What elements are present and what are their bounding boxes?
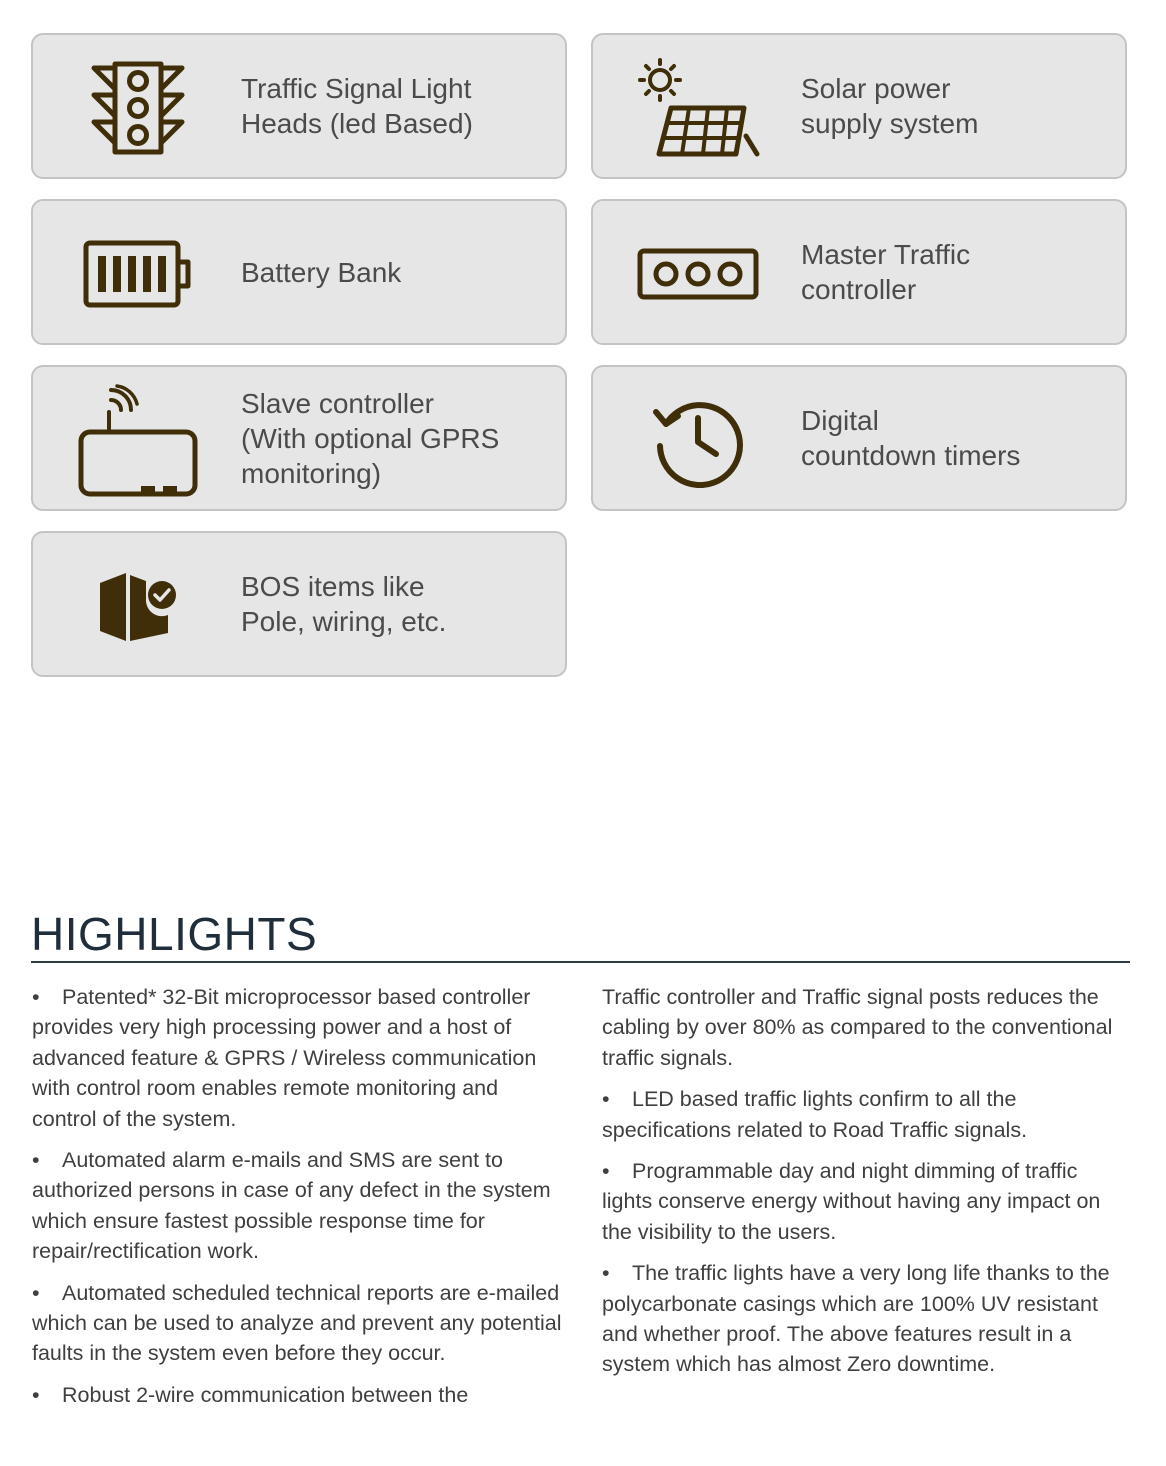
component-label: Battery Bank [241, 256, 402, 288]
highlights-divider [31, 961, 1130, 963]
component-label: Master Traffic controller [801, 239, 971, 305]
component-label: Solar power supply system [801, 73, 979, 139]
solar-panel-icon [633, 48, 763, 168]
component-card-bos-items [31, 531, 567, 677]
component-card-traffic-signal [31, 33, 567, 179]
controller-icon [633, 214, 763, 334]
highlight-item: • The traffic lights have a very long life thanks to the polycarbonate casings which are 100% UV resistant and whether proof. The above features result in a system which has almost Zero downtime. [602, 1261, 1110, 1377]
component-card-solar-power [591, 33, 1127, 179]
component-card-master-controller [591, 199, 1127, 345]
highlight-item-continued: Traffic controller and Traffic signal posts reduces the cabling by over 80% as compared to the conventional traffic signals. [602, 985, 1113, 1070]
highlight-item: • LED based traffic lights confirm to all the specifications related to Road Traffic signals. [602, 1087, 1028, 1142]
traffic-light-icon [73, 48, 203, 168]
component-label: Slave controller (With optional GPRS monitoring) [241, 387, 500, 489]
highlight-item: • Automated alarm e-mails and SMS are sent to authorized persons in case of any defect in the system which ensure fastest possible response time for repair/rectification work. [32, 1148, 551, 1264]
component-label: Traffic Signal Light Heads (led Based) [241, 73, 473, 139]
highlight-item: • Patented* 32-Bit microprocessor based controller provides very high processing power and a host of advanced feature & GPRS / Wireless communication with control room enables remote monitoring and control of the system. [32, 985, 537, 1131]
component-label: Digital countdown timers [801, 405, 1021, 471]
router-icon [73, 380, 203, 500]
highlight-item: • Robust 2-wire communication between the [32, 1382, 469, 1407]
component-card-countdown-timers [591, 365, 1127, 511]
component-label: BOS items like Pole, wiring, etc. [241, 571, 447, 637]
package-check-icon [73, 546, 203, 666]
component-card-slave-controller [31, 365, 567, 511]
highlight-item: • Automated scheduled technical reports are e-mailed which can be used to analyze and prevent any potential faults in the system even before they occur. [32, 1280, 562, 1366]
clock-icon [633, 380, 763, 500]
highlights-column-right [602, 982, 1132, 1391]
highlights-heading: HIGHLIGHTS [31, 908, 318, 960]
component-card-battery-bank [31, 199, 567, 345]
highlight-item: • Programmable day and night dimming of traffic lights conserve energy without having any impact on the visibility to the users. [602, 1159, 1101, 1244]
battery-icon [73, 214, 203, 334]
highlights-column-left [32, 982, 562, 1421]
